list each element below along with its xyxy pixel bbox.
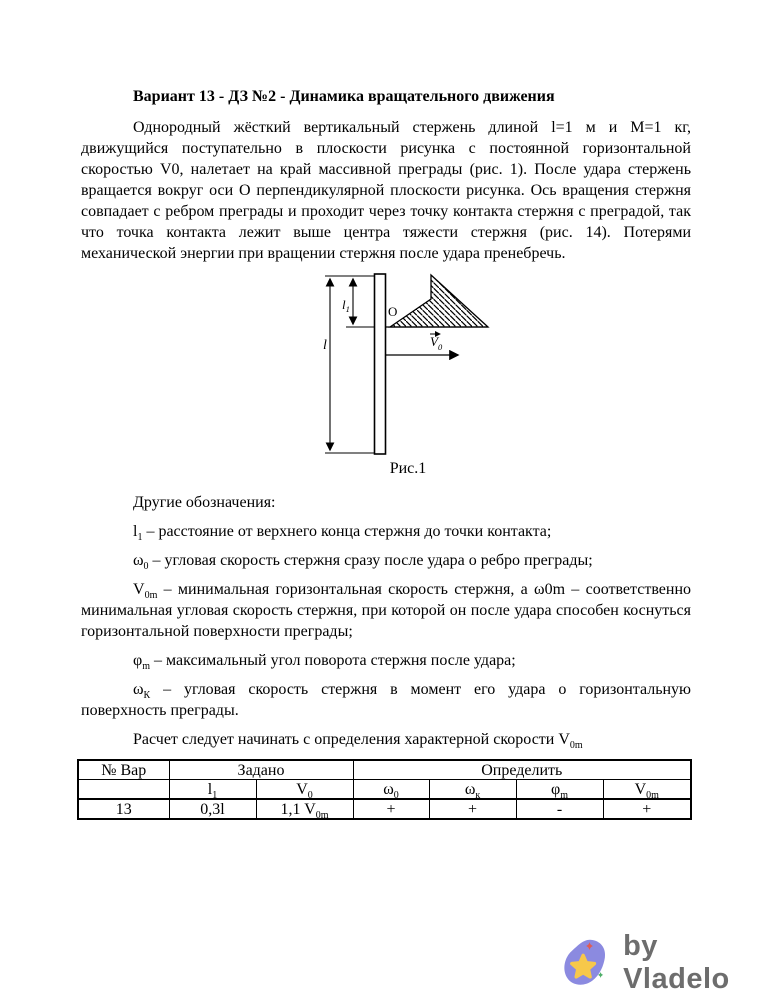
cell-l1: 0,3l bbox=[169, 799, 256, 819]
watermark-text: by Vladelo bbox=[623, 930, 730, 995]
rod-impact-diagram bbox=[318, 266, 498, 462]
definition-phim: $\varphi_m$ – максимальный угол поворота стержня после удара; bbox=[133, 652, 516, 673]
vladelo-logo-icon bbox=[561, 935, 612, 991]
header-given: Задано bbox=[169, 760, 353, 780]
header-omegak: $\omega_к$ bbox=[429, 780, 516, 800]
header-var: № Вар bbox=[78, 760, 169, 780]
cell-omega0: + bbox=[353, 799, 429, 819]
cell-var: 13 bbox=[78, 799, 169, 819]
figure-caption: Рис.1 bbox=[389, 460, 427, 477]
calculation-note: Расчет следует начинать с определения характерной скорости $V_{0m}$ bbox=[133, 731, 583, 752]
figure-1 bbox=[81, 264, 691, 486]
header-find: Определить bbox=[353, 760, 691, 780]
definition-omegak: $\omega_К$ – угловая скорость стержня в момент его удара о горизонтальную поверхность преграды. bbox=[81, 681, 691, 719]
barrier-hatched bbox=[390, 275, 488, 327]
document-title: Вариант 13 - ДЗ №2 - Динамика вращательного движения bbox=[133, 88, 555, 105]
definition-v0m: $V_{0m}$ – минимальная горизонтальная скорость стержня, а ω0m – соответственно минимальная угловая скорость стержня, при которой он после удара способен коснуться горизонтальной поверхности преграды; bbox=[81, 581, 691, 640]
rod bbox=[375, 274, 386, 454]
table-header-row-2 bbox=[78, 780, 691, 800]
label-l: l bbox=[323, 338, 327, 353]
header-l1: $l_1$ bbox=[169, 780, 256, 800]
header-v0: $V_0$ bbox=[256, 780, 353, 800]
cell-omegak: + bbox=[429, 799, 516, 819]
table-header-row-1 bbox=[78, 760, 691, 780]
variant-table bbox=[77, 759, 692, 820]
cell-v0m: + bbox=[603, 799, 691, 819]
label-l1: $l_1$ bbox=[342, 297, 350, 314]
cell-phim: - bbox=[516, 799, 603, 819]
intro-paragraph: Однородный жёсткий вертикальный стержень длиной l=1 м и М=1 кг, движущийся поступательно в плоскости рисунка с постоянной горизонтальной скоростью V0, налетает на край массивной преграды (рис. 1). После удара стержень вращается вокруг оси О перпендикулярной плоскости рисунка. Ось вращения стержня совпадает с ребром преграды и проходит через точку контакта стержня с преградой, так что точка контакта лежит выше центра тяжести стержня (рис. 14). Потерями механической энергии при вращении стержня после удара пренебречь. bbox=[81, 119, 691, 262]
label-v0: $V_0$ bbox=[430, 334, 443, 352]
vladelo-watermark[interactable] bbox=[544, 932, 765, 994]
header-phim: $\varphi_m$ bbox=[516, 780, 603, 800]
definitions-heading: Другие обозначения: bbox=[133, 494, 276, 511]
header-v0m: $V_{0m}$ bbox=[603, 780, 691, 800]
document-content bbox=[81, 0, 691, 820]
definition-l1: $l_1$ – расстояние от верхнего конца стержня до точки контакта; bbox=[133, 523, 552, 544]
definition-omega0: $\omega_0$ – угловая скорость стержня сразу после удара о ребро преграды; bbox=[133, 552, 593, 573]
header-omega0: $\omega_0$ bbox=[353, 780, 429, 800]
table-data-row bbox=[78, 799, 691, 819]
label-axis-o: O bbox=[388, 304, 398, 319]
header-empty-cell bbox=[78, 780, 169, 800]
cell-v0: 1,1 $V_{0m}$ bbox=[256, 799, 353, 819]
